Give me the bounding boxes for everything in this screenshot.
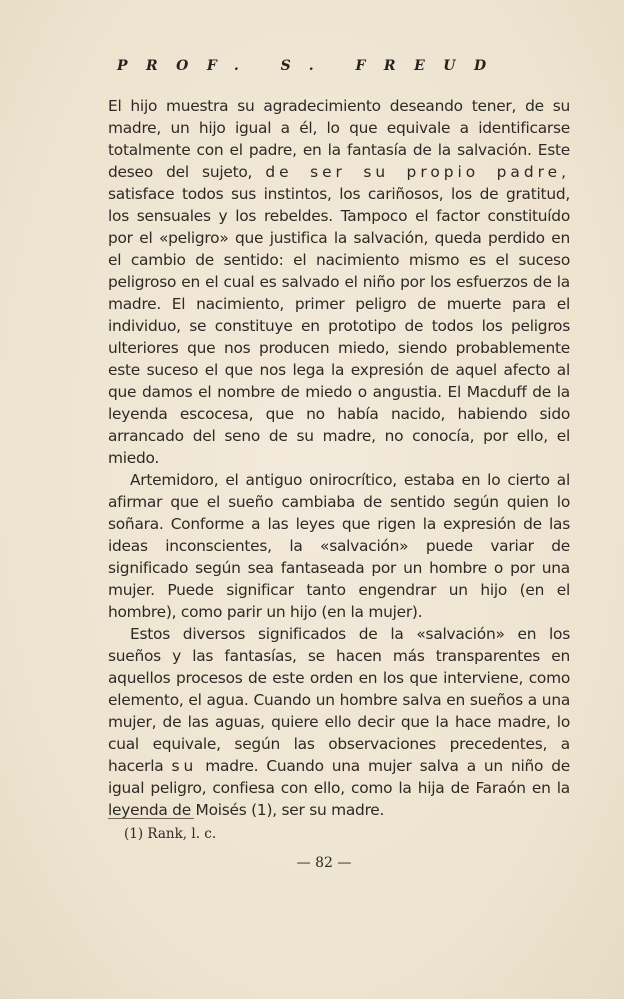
page-number: — 82 — [296, 855, 352, 871]
paragraph-3 [108, 623, 570, 821]
paragraph-2: Artemidoro, el antiguo onirocrítico, estaba en lo cierto al afirmar que el sueño cambiaba de sentido según quien lo soñara. Conforme a las leyes que rigen la expresión de las ideas inconscientes, la «salvación» puede variar de significado según sea fantaseada por un hombre o por una mujer. Puede significar tanto engendrar un hijo (en el hombre), como parir un hijo (en la mujer). [108, 471, 570, 621]
footnote: (1) Rank, l. c. [124, 826, 217, 842]
paragraph-1 [108, 95, 570, 469]
paragraph-3-text-a: Estos diversos significados de la «salvación» en los sueños y las fantasías, se hacen más transparentes en aquellos procesos de este orden en los que interviene, como elemento, el agua. Cuando un hombre salva en sueños a una mujer, de las aguas, quiere ello decir que la hace madre, lo cual equivale, según las observaciones precedentes, a hacerla [108, 625, 570, 775]
paragraph-3-text-b: madre. Cuando una mujer salva a un niño de igual peligro, confiesa con ello, como la hija de Faraón en la leyenda de Moisés (1), ser su madre. [108, 757, 570, 819]
running-header: PROF. S. FREUD [117, 58, 505, 74]
paragraph-3-spaced-word: su [171, 757, 198, 775]
footnote-rule [108, 818, 194, 819]
paragraph-1-spaced-phrase: de ser su propio padre, [265, 163, 570, 181]
body-text [108, 95, 570, 821]
paragraph-1-text-b: satisface todos sus instintos, los cariñosos, los de gratitud, los sensuales y los rebeldes. Tampoco el factor constituído por el «peligro» que justifica la salvación, queda perdido en el cambio de sentido: el nacimiento mismo es el suceso peligroso en el cual es salvado el niño por los esfuerzos de la madre. El nacimiento, primer peligro de muerte para el individuo, se constituye en prototipo de todos los peligros ulteriores que nos producen miedo, siendo probablemente este suceso el que nos lega la expresión de aquel afecto al que damos el nombre de miedo o angustia. El Macduff de la leyenda escocesa, que no había nacido, habiendo sido arrancado del seno de su madre, no conocía, por ello, el miedo. [108, 185, 570, 467]
paragraph-1-text-a: El hijo muestra su agradecimiento deseando tener, de su madre, un hijo igual a él, lo que equivale a identificarse totalmente con el padre, en la fantasía de la salvación. Este deseo del sujeto, [108, 97, 570, 181]
